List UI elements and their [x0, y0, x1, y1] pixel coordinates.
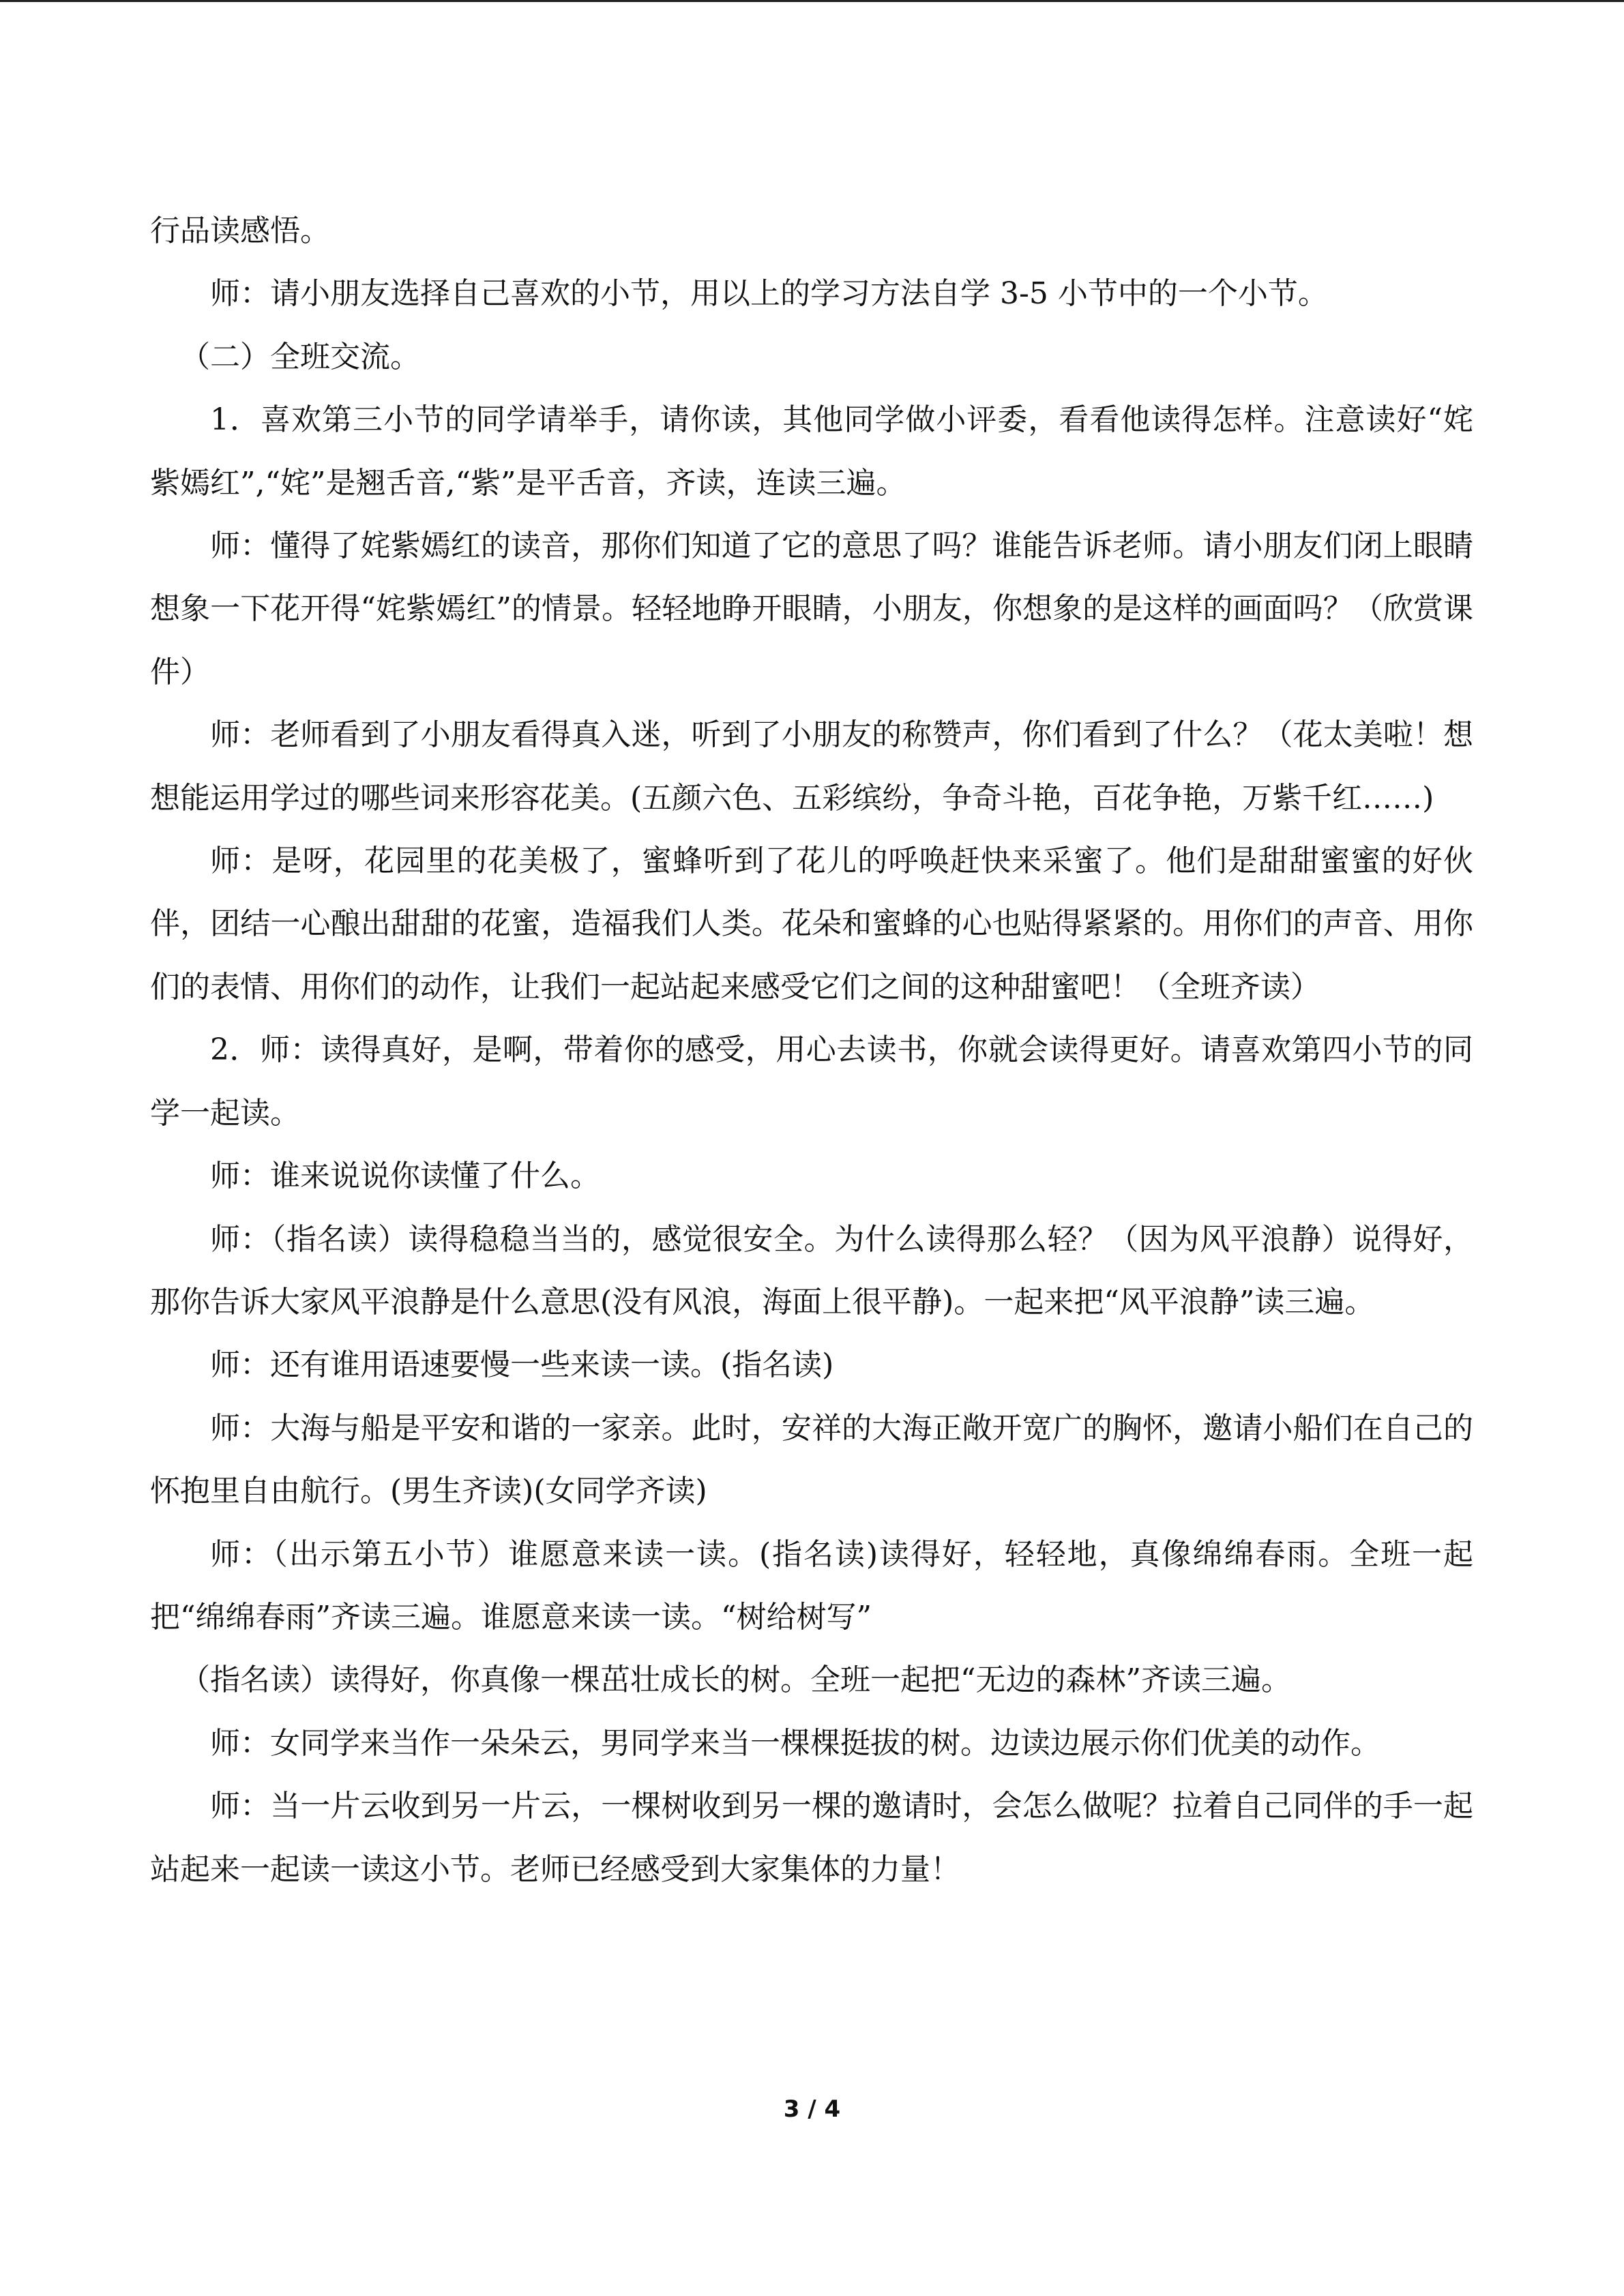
section-heading: （二）全班交流。 — [180, 339, 420, 374]
paragraph: 师：老师看到了小朋友看得真入迷，听到了小朋友的称赞声，你们看到了什么？（花太美啦！想想能运用学过的哪些词来形容花美。(五颜六色、五彩缤纷，争奇斗艳，百花争艳，万紫千红……) — [150, 717, 1473, 816]
paragraph: 行品读感悟。 — [150, 213, 330, 248]
paragraph: 1．喜欢第三小节的同学请举手，请你读，其他同学做小评委，看看他读得怎样。注意读好“姹紫嫣红”,“姹”是翘舌音,“紫”是平舌音，齐读，连读三遍。 — [150, 402, 1473, 501]
paragraph: 师：（指名读）读得稳稳当当的，感觉很安全。为什么读得那么轻？（因为风平浪静）说得好，那你告诉大家风平浪静是什么意思(没有风浪，海面上很平静)。一起来把“风平浪静”读三遍。 — [150, 1221, 1473, 1320]
paragraph: 师：（出示第五小节）谁愿意来读一读。(指名读)读得好，轻轻地，真像绵绵春雨。全班一起把“绵绵春雨”齐读三遍。谁愿意来读一读。“树给树写” — [150, 1536, 1473, 1635]
paragraph: 师：是呀，花园里的花美极了，蜜蜂听到了花儿的呼唤赶快来采蜜了。他们是甜甜蜜蜜的好伙伴，团结一心酿出甜甜的花蜜，造福我们人类。花朵和蜜蜂的心也贴得紧紧的。用你们的声音、用你们的表情、用你们的动作，让我们一起站起来感受它们之间的这种甜蜜吧！（全班齐读） — [150, 844, 1473, 1004]
paragraph: 师：大海与船是平安和谐的一家亲。此时，安祥的大海正敞开宽广的胸怀，邀请小船们在自己的怀抱里自由航行。(男生齐读)(女同学齐读) — [150, 1410, 1473, 1509]
page-number: 3 / 4 — [783, 2096, 841, 2123]
paragraph: 2．师：读得真好，是啊，带着你的感受，用心去读书，你就会读得更好。请喜欢第四小节的同学一起读。 — [150, 1032, 1473, 1131]
paragraph: 师：当一片云收到另一片云，一棵树收到另一棵的邀请时，会怎么做呢？拉着自己同伴的手一起站起来一起读一读这小节。老师已经感受到大家集体的力量！ — [150, 1789, 1473, 1887]
lesson-text-body — [150, 200, 1473, 1901]
paragraph: （指名读）读得好，你真像一棵茁壮成长的树。全班一起把“无边的森林”齐读三遍。 — [180, 1663, 1291, 1698]
paragraph: 师：女同学来当作一朵朵云，男同学来当一棵棵挺拔的树。边读边展示你们优美的动作。 — [210, 1725, 1381, 1761]
paragraph: 师：请小朋友选择自己喜欢的小节，用以上的学习方法自学 3-5 小节中的一个小节。 — [210, 276, 1328, 312]
paragraph: 师：还有谁用语速要慢一些来读一读。(指名读) — [210, 1347, 834, 1383]
paragraph: 师：谁来说说你读懂了什么。 — [210, 1159, 600, 1194]
paragraph: 师：懂得了姹紫嫣红的读音，那你们知道了它的意思了吗？谁能告诉老师。请小朋友们闭上眼睛想象一下花开得“姹紫嫣红”的情景。轻轻地睁开眼睛，小朋友，你想象的是这样的画面吗？（欣赏课件） — [150, 528, 1473, 689]
